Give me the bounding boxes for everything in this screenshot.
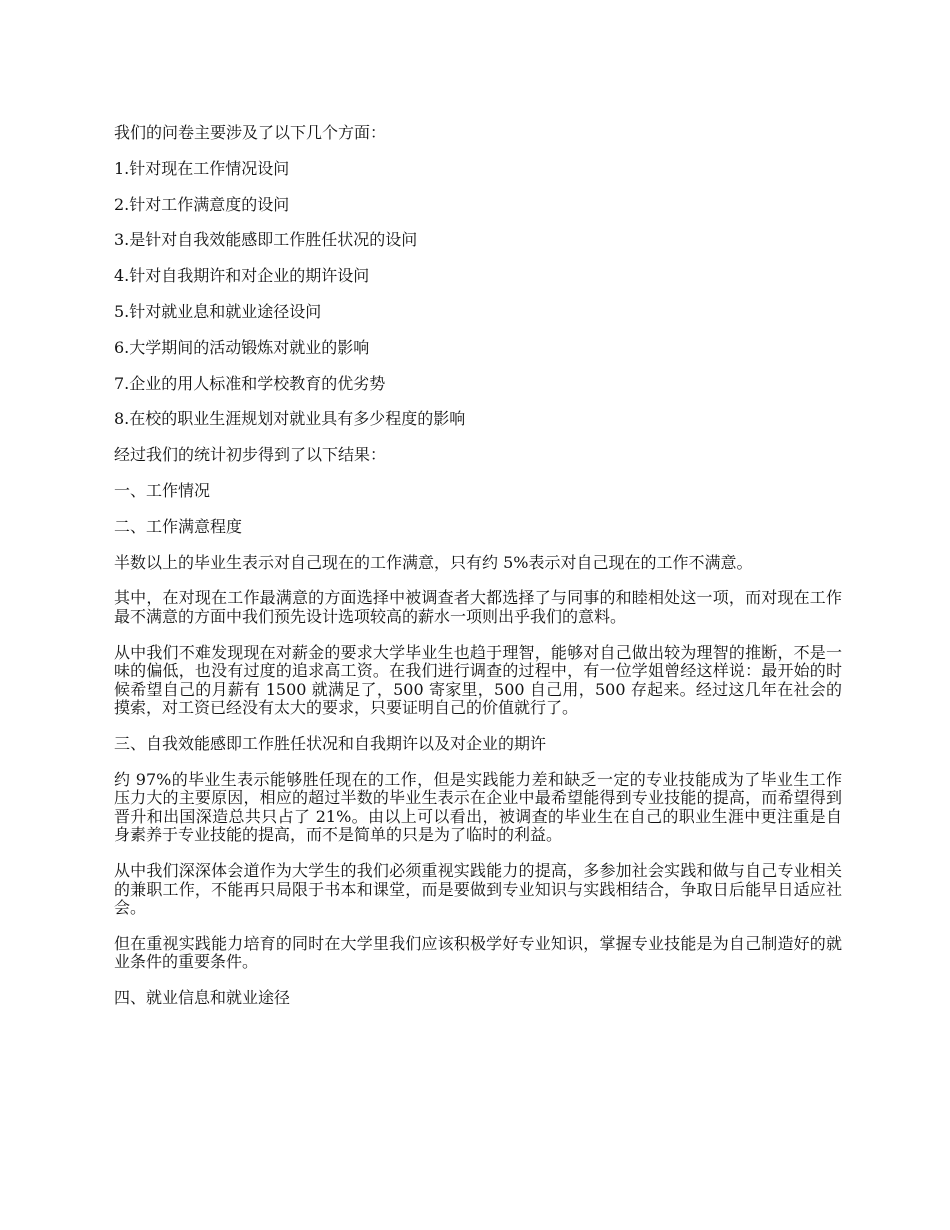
list-item-1: 1.针对现在工作情况设问 [114, 158, 290, 178]
list-item-3: 3.是针对自我效能感即工作胜任状况的设问 [114, 230, 418, 250]
body-paragraph: 半数以上的毕业生表示对自己现在的工作满意，只有约 5%表示对自己现在的工作不满意。 [114, 552, 753, 572]
section-heading-1: 一、工作情况 [114, 480, 211, 500]
section-heading-3: 三、自我效能感即工作胜任状况和自我期许以及对企业的期许 [114, 733, 547, 753]
body-paragraph: 从中我们不难发现现在对薪金的要求大学毕业生也趋于理智，能够对自己做出较为理智的推断，不是一味的偏低，也没有过度的追求高工资。在我们进行调查的过程中，有一位学姐曾经这样说：最开始的时候希望自己的月薪有 1500 就满足了，500 寄家里，500 自己用，500 存起来。经过这几年在社会的摸索，对工资已经没有太大的要求，只要证明自己的价值就行了。 [114, 642, 842, 718]
intro-paragraph: 我们的问卷主要涉及了以下几个方面： [114, 123, 387, 142]
document-body [114, 124, 842, 1025]
list-item-2: 2.针对工作满意度的设问 [114, 194, 290, 214]
body-paragraph: 约 97%的毕业生表示能够胜任现在的工作，但是实践能力差和缺乏一定的专业技能成为了毕业生工作压力大的主要原因，相应的超过半数的毕业生表示在企业中最希望能得到专业技能的提高，而希望得到晋升和出国深造总共只占了 21%。由以上可以看出，被调查的毕业生在自己的职业生涯中更注重是自身素养于专业技能的提高，而不是简单的只是为了临时的利益。 [114, 769, 842, 845]
body-paragraph: 但在重视实践能力培育的同时在大学里我们应该积极学好专业知识，掌握专业技能是为自己制造好的就业条件的重要条件。 [114, 933, 842, 972]
section-heading-4: 四、就业信息和就业途径 [114, 988, 291, 1008]
body-paragraph: 从中我们深深体会道作为大学生的我们必须重视实践能力的提高，多参加社会实践和做与自己专业相关的兼职工作，不能再只局限于书本和课堂，而是要做到专业知识与实践相结合，争取日后能早日适应社会。 [114, 861, 842, 918]
list-item-8: 8.在校的职业生涯规划对就业具有多少程度的影响 [114, 409, 466, 429]
list-item-7: 7.企业的用人标准和学校教育的优劣势 [114, 373, 386, 393]
section-heading-2: 二、工作满意程度 [114, 516, 243, 536]
results-intro: 经过我们的统计初步得到了以下结果： [114, 445, 387, 465]
body-paragraph: 其中，在对现在工作最满意的方面选择中被调查者大都选择了与同事的和睦相处这一项，而对现在工作最不满意的方面中我们预先设计选项较高的薪水一项则出乎我们的意料。 [114, 588, 842, 626]
list-item-6: 6.大学期间的活动锻炼对就业的影响 [114, 337, 370, 357]
list-item-4: 4.针对自我期许和对企业的期许设问 [114, 266, 370, 286]
list-item-5: 5.针对就业息和就业途径设问 [114, 301, 322, 321]
